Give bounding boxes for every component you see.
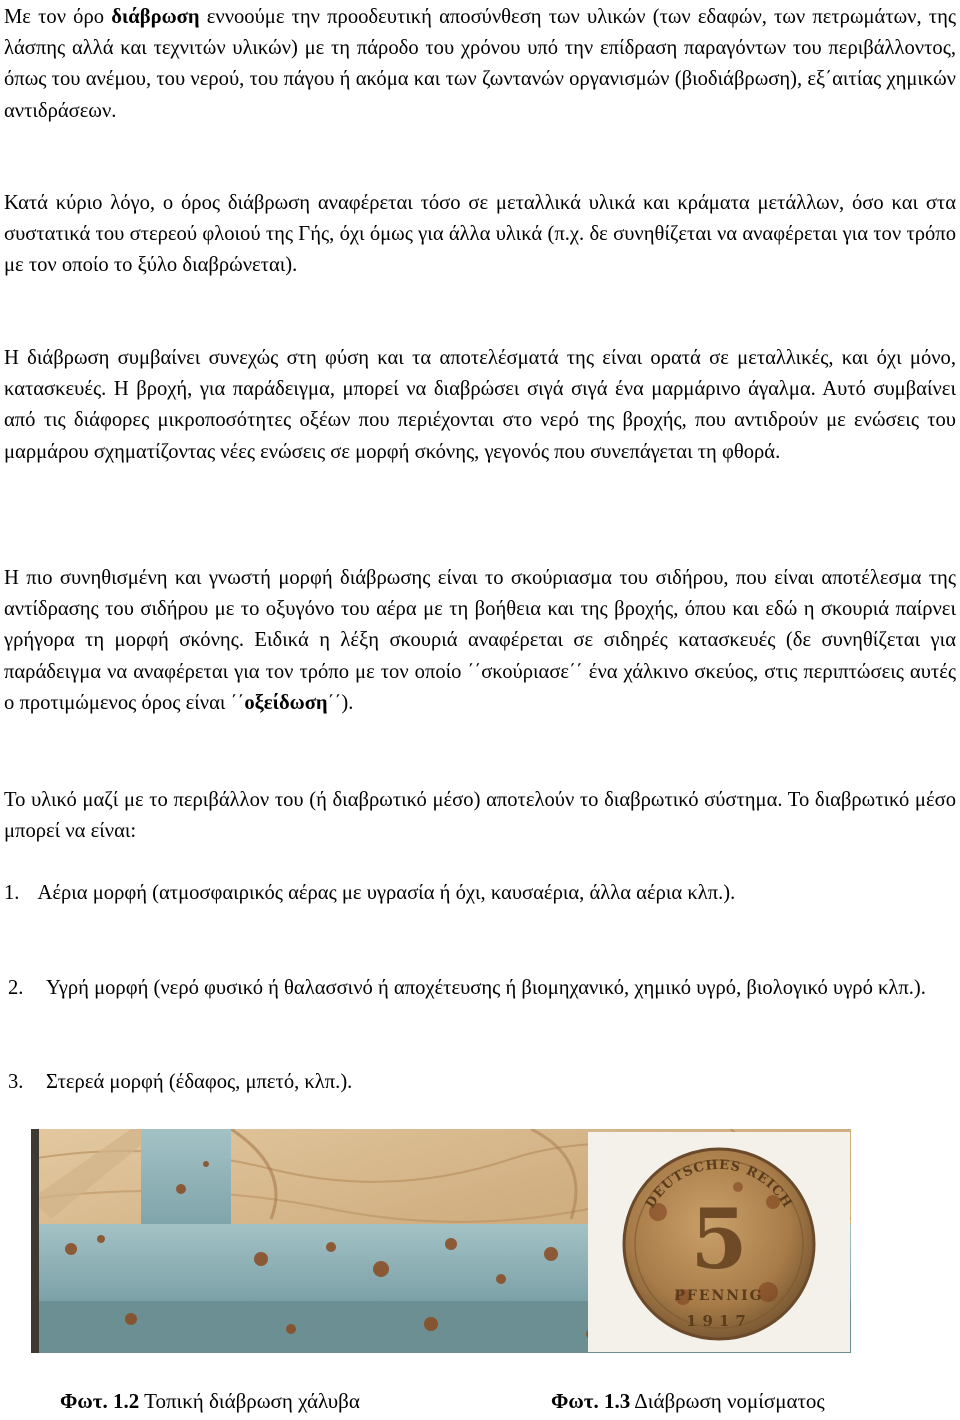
photo-coin-corrosion (588, 1132, 850, 1352)
paragraph-nature: Η διάβρωση συμβαίνει συνεχώς στη φύση και τα αποτελέσματά της είναι ορατά σε μεταλλικές, και όχι μόνο, κατασκευές. Η βροχή, για παράδειγμα, μπορεί να διαβρώσει σιγά σιγά ένα μαρμάρινο άγαλμα. Αυτό συμβαίνει από τις διάφορες μικροποσότητες οξέων που περιέχονται στο νερό της βροχής, που αντιδρούν με ενώσεις του μαρμάρου σχηματίζοντας νέες ενώσεις σε μορφή σκόνης, γεγονός που συνεπάγεται τη φθορά. (4, 347, 956, 463)
paragraph-scope: Κατά κύριο λόγο, ο όρος διάβρωση αναφέρεται τόσο σε μεταλλικά υλικά και κράματα μετάλλων, όσο και στα συστατικά του στερεού φλοιού της Γής, όχι όμως για άλλα υλικά (π.χ. δε συνηθίζεται να αναφέρεται για τον τρόπο με τον οποίο το ξύλο διαβρώνεται). (4, 192, 956, 277)
paragraph-corrosive-system: Το υλικό μαζί με το περιβάλλον του (ή διαβρωτικό μέσο) αποτελούν το διαβρωτικό σύστημα. Το διαβρωτικό μέσο μπορεί να είναι: (4, 789, 956, 843)
list-item-liquid: 2. Υγρή μορφή (νερό φυσικό ή θαλασσινό ή αποχέτευσης ή βιομηχανικό, χημικό υγρό, βιολογικό υγρό κλπ.). (8, 977, 926, 999)
coin-top-text: DEUTSCHES REICH (643, 1157, 795, 1212)
coin-denomination: 5 (690, 1192, 748, 1288)
coin-image (588, 1132, 850, 1352)
list-item-gas: 1. Αέρια μορφή (ατμοσφαιρικός αέρας με υγρασία ή όχι, καυσαέρια, άλλα αέρια κλπ.). (4, 882, 736, 904)
caption-coin: Φωτ. 1.3 Διάβρωση νομίσματος (551, 1389, 825, 1413)
paragraph-rusting: Η πιο συνηθισμένη και γνωστή μορφή διάβρωσης είναι το σκούριασμα του σιδήρου, που είναι αποτέλεσμα της αντίδρασης του σιδήρου με το οξυγόνο του αέρα με τη βοήθεια και της βροχής, όπου και εδώ η σκουριά παίρνει γρήγορα τη μορφή σκόνης. Ειδικά η λέξη σκουριά αναφέρεται σε σιδηρές κατασκευές (δε συνηθίζεται για παράδειγμα να αναφέρεται για τον τρόπο με τον οποίο ΄΄σκούριασε΄΄ ένα χάλκινο σκεύος, στις περιπτώσεις αυτές ο προτιμώμενος όρος είναι ΄΄οξείδωση΄΄). (4, 567, 956, 714)
list-item-solid: 3. Στερεά μορφή (έδαφος, μπετό, κλπ.). (8, 1071, 353, 1093)
coin-year: 1917 (686, 1312, 752, 1330)
term-corrosion: διάβρωση (111, 6, 200, 28)
caption-steel: Φωτ. 1.2 Τοπική διάβρωση χάλυβα (60, 1389, 360, 1413)
coin-pfennig-text: PFENNIG (674, 1288, 764, 1304)
paragraph-definition: Με τον όρο διάβρωση εννοούμε την προοδευτική αποσύνθεση των υλικών (των εδαφών, των πετρωμάτων, της λάσπης αλλά και τεχνιτών υλικών) με τη πάροδο του χρόνου υπό την επίδραση παραγόντων του περιβάλλοντος, όπως του ανέμου, του νερού, του πάγου ή ακόμα και των ζωντανών οργανισμών (βιοδιάβρωση), εξ΄αιτίας χημικών αντιδράσεων. (4, 6, 956, 122)
term-oxidation: οξείδωση (244, 691, 328, 714)
